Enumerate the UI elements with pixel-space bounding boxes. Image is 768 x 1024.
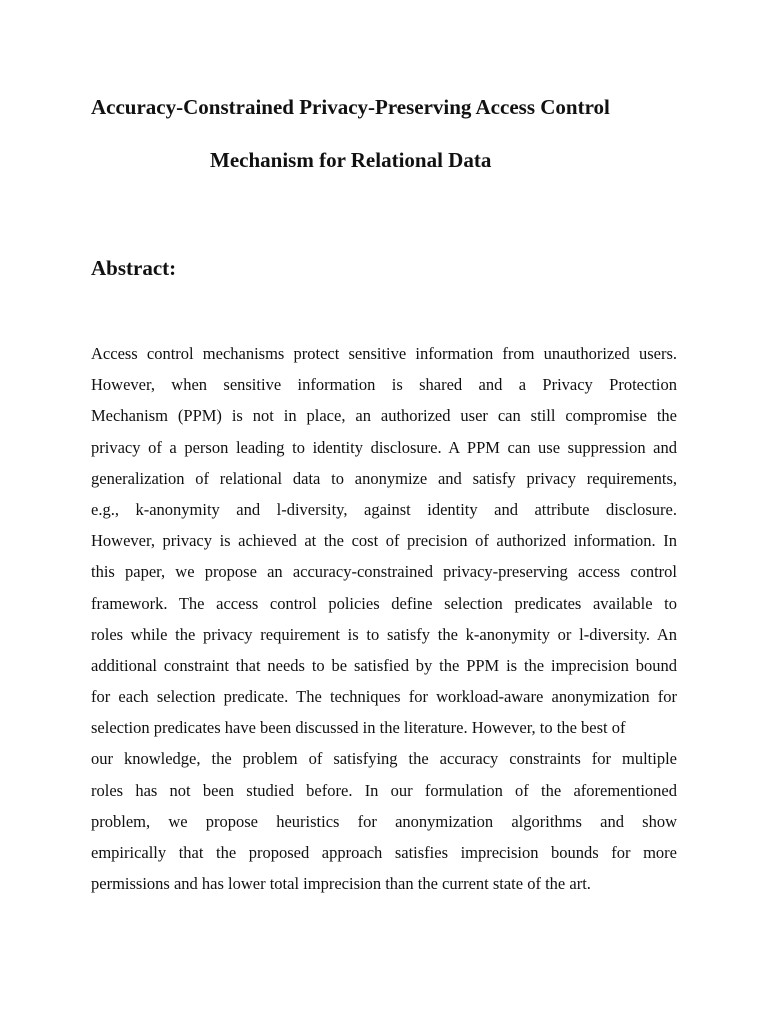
abstract-line: generalization of relational data to anonymize and satisfy privacy requirements, [91, 468, 677, 488]
abstract-line: selection predicates have been discussed in the literature. However, to the best of [91, 718, 626, 738]
title-line-1: Accuracy-Constrained Privacy-Preserving Access Control [91, 95, 610, 119]
abstract-line: Mechanism (PPM) is not in place, an authorized user can still compromise the [91, 406, 677, 426]
abstract-line: Access control mechanisms protect sensitive information from unauthorized users. [91, 344, 677, 363]
abstract-line: roles has not been studied before. In our formulation of the aforementioned [91, 780, 677, 800]
abstract-line: However, when sensitive information is shared and a Privacy Protection [91, 375, 677, 395]
abstract-line: additional constraint that needs to be satisfied by the PPM is the imprecision bound [91, 655, 677, 675]
abstract-line: our knowledge, the problem of satisfying the accuracy constraints for multiple [91, 749, 677, 769]
abstract-line: permissions and has lower total imprecision than the current state of the art. [91, 874, 591, 894]
abstract-line: privacy of a person leading to identity disclosure. A PPM can use suppression and [91, 437, 677, 457]
abstract-heading: Abstract: [91, 256, 177, 280]
abstract-line: for each selection predicate. The techniques for workload-aware anonymization for [91, 687, 677, 707]
abstract-line: e.g., k-anonymity and l-diversity, against identity and attribute disclosure. [91, 499, 677, 519]
abstract-line: framework. The access control policies define selection predicates available to [91, 593, 677, 613]
abstract-body [91, 338, 677, 899]
abstract-line: this paper, we propose an accuracy-constrained privacy-preserving access control [91, 562, 677, 582]
abstract-line: roles while the privacy requirement is to satisfy the k-anonymity or l-diversity. An [91, 624, 677, 644]
abstract-line: However, privacy is achieved at the cost of precision of authorized information. In [91, 531, 677, 551]
title-line-2: Mechanism for Relational Data [210, 148, 492, 172]
abstract-line: problem, we propose heuristics for anonymization algorithms and show [91, 811, 677, 831]
abstract-line: empirically that the proposed approach satisfies imprecision bounds for more [91, 843, 677, 862]
